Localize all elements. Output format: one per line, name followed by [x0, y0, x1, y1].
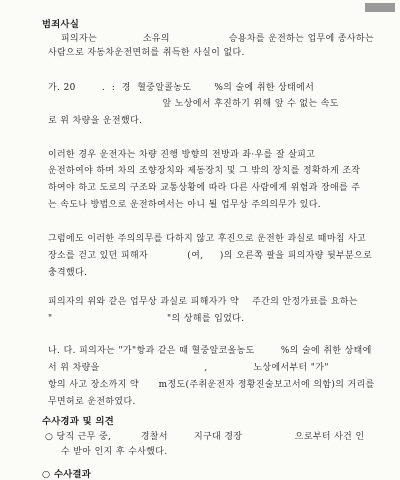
section-heading-results: ○ 수사결과 — [42, 469, 92, 480]
body-line: 사람으로 자동차운전면허를 취득한 사실이 없다. — [48, 48, 245, 58]
section-heading-crime-facts: 범죄사실 — [42, 19, 80, 30]
body-line: 는 속도나 방법으로 운전하여서는 아니 될 업무상 주의의무가 있다. — [48, 200, 322, 210]
body-line: ○ 당직 근무 중, 경찰서 지구대 경장 으로부터 사건 인 — [45, 432, 365, 442]
body-line: 하여야 하고 도로의 구조와 교통상황에 따라 다른 사람에게 위험과 장애를 주 — [48, 183, 361, 193]
body-line: 이러한 경우 운전자는 차량 진행 방향의 전방과 좌·우를 잘 살피고 — [48, 150, 316, 160]
section-heading-investigation: 수사경과 및 의견 — [42, 416, 115, 427]
body-line: 수 받아 인지 후 수사했다. — [61, 447, 168, 457]
body-line: 나. 다. 피의자는 "가"항과 같은 때 혈중알코올농도 %의 술에 취한 상태에 — [48, 346, 372, 356]
body-line: 장소를 걷고 있던 피해자 (여, )의 오른쪽 팔을 피의자량 뒷부분으로 — [48, 251, 373, 261]
body-line: 그럼에도 이러한 주의의무를 다하지 않고 후진으로 운전한 과실로 때마침 사고 — [48, 234, 367, 244]
body-line: 피의자는 소유의 승용차를 운전하는 업무에 종사하는 — [61, 34, 374, 44]
body-line: " "의 상해를 입었다. — [48, 314, 245, 324]
body-line: 앞 노상에서 후진하기 위해 앞 수 없는 속도 — [48, 99, 339, 109]
body-line: 운전하여야 하며 차의 조향장치와 제동장치 및 그 밖의 장치를 정확하게 조작 — [48, 166, 361, 176]
body-line: 서 위 차량을 , 노상에서부터 "가" — [48, 363, 329, 373]
body-line: 가. 20 . : 경 혈중알콜농도 %의 술에 취한 상태에서 — [48, 83, 315, 93]
body-line: 무면허로 운전하였다. — [48, 397, 136, 407]
body-line: 피의자의 위와 같은 업무상 과실로 피해자가 약 주간의 안정가료를 요하는 — [48, 297, 358, 307]
body-line: 항의 사고 장소까지 약 m정도(주취운전자 정황진술보고서에 의함)의 거리를 — [48, 380, 375, 390]
body-line: 로 위 차량을 운전했다. — [48, 116, 143, 126]
stamp-mark — [365, 3, 395, 12]
body-line: 충격했다. — [48, 268, 88, 278]
